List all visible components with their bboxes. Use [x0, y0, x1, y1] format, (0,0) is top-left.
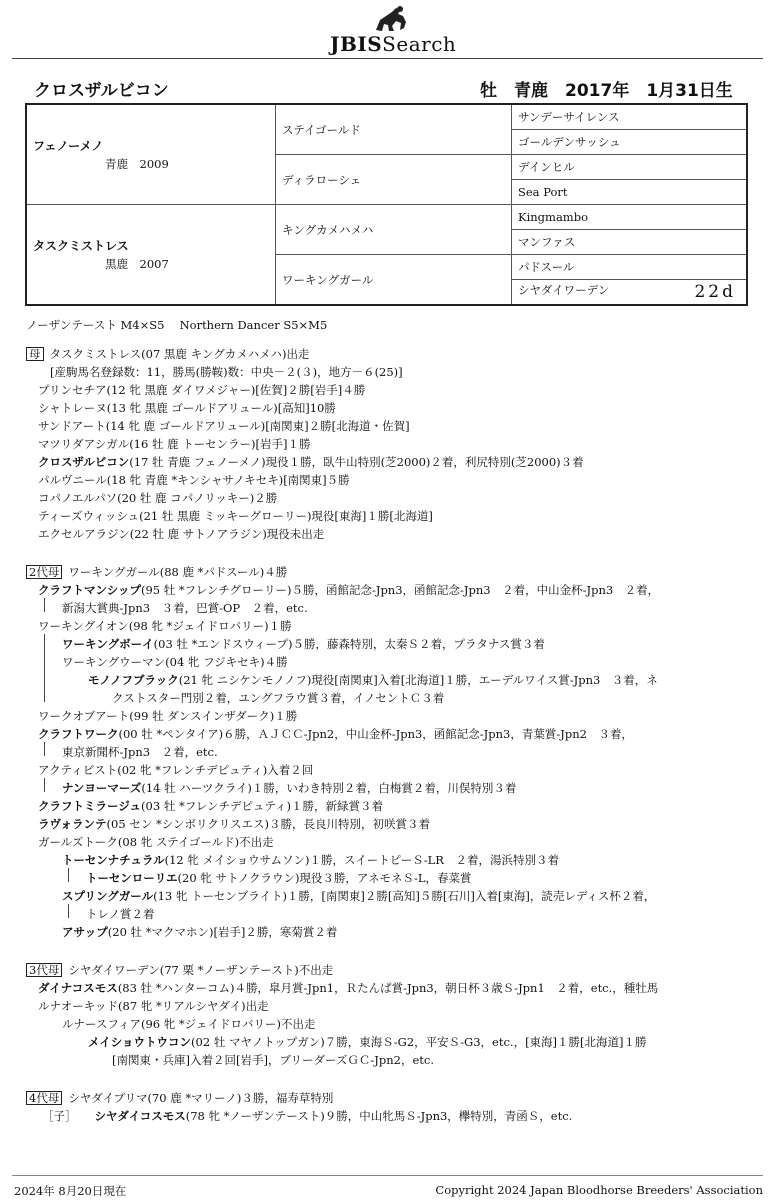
- list-item: クロスザルビコン(17 牡 青鹿 フェノーメノ)現役１勝，臥牛山特別(芝2000)２着，利尻特別(芝2000)３着: [38, 455, 584, 469]
- dam-sire[interactable]: キングカメハメハ: [276, 205, 512, 255]
- list-item: モノノフブラック(21 牝 ニシケンモノノフ)現役[南関東]入着[北海道]１勝，エーデルワイス賞-Jpn3 ３着，ネ: [88, 673, 658, 687]
- family-count: 22d: [694, 282, 736, 302]
- dam-cell: [26, 205, 276, 306]
- dam-produce-stats: [産駒馬名登録数：11，勝馬(勝鞍)数：中央－２(３)，地方－６(25)]: [50, 365, 403, 379]
- list-item: ダイナコスモス(83 牡 *ハンターコム)４勝，皐月賞-Jpn1，Ｒたんぱ賞-Jpn3，朝日杯３歳Ｓ-Jpn1 ２着，etc.，種牡馬: [38, 981, 659, 995]
- dam-detail: 黒鹿 2007: [105, 257, 169, 271]
- list-item: スプリングガール(13 牝 トーセンブライト)１勝，[南関東]２勝[高知]５勝[石川]入着[東海]，読売レディス杯２着，: [62, 889, 656, 903]
- generation-badge: 4代母: [26, 1091, 62, 1105]
- list-item: アサップ(20 牡 *マクマホン)[岩手]２勝，寒菊賞２着: [62, 925, 338, 939]
- jbis-logo[interactable]: [322, 6, 462, 54]
- indent-bar: [68, 904, 69, 918]
- list-item: メイショウトウコン(02 牡 マヤノトップガン)７勝，東海Ｓ-G2，平安Ｓ-G3，etc.，[東海]１勝[北海道]１勝: [88, 1035, 647, 1049]
- g3-5[interactable]: Kingmambo: [512, 205, 748, 230]
- horse-name: クロスザルビコン: [34, 81, 169, 101]
- list-item: シャトレーヌ(13 牝 黒鹿 ゴールドアリュール)[高知]10勝: [38, 401, 336, 415]
- footer-rule: [12, 1175, 763, 1176]
- list-item: プリンセチア(12 牝 黒鹿 ダイワメジャー)[佐賀]２勝[岩手]４勝: [38, 383, 366, 397]
- sire-dam[interactable]: ディラローシェ: [276, 155, 512, 205]
- inbreeding-text: ノーザンテースト M4×S5 Northern Dancer S5×M5: [26, 318, 328, 332]
- g3-8-cell: [512, 280, 748, 306]
- indent-bar: [44, 634, 45, 702]
- header-rule: [12, 58, 763, 59]
- list-item-cont: [南関東・兵庫]入着２回[岩手]，ブリーダーズＧＣ-Jpn2，etc.: [112, 1053, 435, 1067]
- g3-7[interactable]: パドスール: [512, 255, 748, 280]
- g3-8[interactable]: シヤダイワーデン: [518, 283, 610, 297]
- horse-info: 牡 青鹿 2017年 1月31日生: [480, 81, 733, 101]
- list-item: ルナオーキッド(87 牝 *リアルシヤダイ)出走: [38, 999, 269, 1013]
- sire-name[interactable]: フェノーメノ: [33, 139, 104, 153]
- fourth-dam-heading: 4代母 シヤダイプリマ(70 鹿 *マリーノ)３勝，福寿草特別: [26, 1091, 333, 1105]
- g3-1[interactable]: サンデーサイレンス: [512, 104, 748, 130]
- pedigree-table: [25, 103, 748, 306]
- list-item: エクセルアラジン(22 牡 鹿 サトノアラジン)現役未出走: [38, 527, 325, 541]
- generation-badge: 2代母: [26, 565, 62, 579]
- sire-cell: [26, 104, 276, 205]
- third-dam-heading: 3代母 シヤダイワーデン(77 栗 *ノーザンテースト)不出走: [26, 963, 333, 977]
- dam-dam[interactable]: ワーキングガール: [276, 255, 512, 306]
- list-item-cont: 東京新聞杯-Jpn3 ２着，etc.: [62, 745, 218, 759]
- footer-copyright: Copyright 2024 Japan Bloodhorse Breeders' Association: [435, 1183, 763, 1197]
- list-item: ［子］ シヤダイコスモス(78 牝 *ノーザンテースト)９勝，中山牝馬Ｓ-Jpn3，欅特別，青函Ｓ，etc.: [42, 1109, 573, 1123]
- indent-bar: [44, 742, 45, 756]
- list-item: トーセンナチュラル(12 牝 メイショウサムソン)１勝，スイートピーＳ-LR ２着，湯浜特別３着: [62, 853, 559, 867]
- list-item-cont: 新潟大賞典-Jpn3 ３着，巴賞-OP ２着，etc.: [62, 601, 308, 615]
- generation-badge: 母: [26, 347, 44, 361]
- generation-badge: 3代母: [26, 963, 62, 977]
- sire-detail: 青鹿 2009: [105, 157, 169, 171]
- list-item-cont: クストスター門別２着，ユングフラウ賞３着，イノセントＣ３着: [112, 691, 445, 705]
- list-item: ワーキングボーイ(03 牡 *エンドスウィープ)５勝，藤森特別，太秦Ｓ２着，プラタナス賞３着: [62, 637, 545, 651]
- list-item: クラフトミラージュ(03 牡 *フレンチデピュティ)１勝，新緑賞３着: [38, 799, 384, 813]
- list-item: パルヴニール(18 牝 青鹿 *キンシャサノキセキ)[南関東]５勝: [38, 473, 350, 487]
- list-item: ワークオブアート(99 牡 ダンスインザダーク)１勝: [38, 709, 298, 723]
- g3-4[interactable]: Sea Port: [512, 180, 748, 205]
- sire-sire[interactable]: ステイゴールド: [276, 104, 512, 155]
- list-item-cont: トレノ賞２着: [86, 907, 155, 921]
- list-item: ティーズウィッシュ(21 牡 黒鹿 ミッキーグローリー)現役[東海]１勝[北海道]: [38, 509, 433, 523]
- list-item: アクティビスト(02 牝 *フレンチデピュティ)入着２回: [38, 763, 314, 777]
- list-item: クラフトワーク(00 牡 *ペンタイア)６勝，ＡＪＣＣ-Jpn2，中山金杯-Jpn3，函館記念-Jpn3，青葉賞-Jpn2 ３着，: [38, 727, 633, 741]
- list-item: ガールズトーク(08 牝 ステイゴールド)不出走: [38, 835, 274, 849]
- list-item: クラフトマンシップ(95 牡 *フレンチグローリー)５勝，函館記念-Jpn3，函館記念-Jpn3 ２着，中山金杯-Jpn3 ２着，: [38, 583, 660, 597]
- indent-bar: [68, 868, 69, 882]
- g3-2[interactable]: ゴールデンサッシュ: [512, 130, 748, 155]
- list-item: ナンヨーマーズ(14 牡 ハーツクライ)１勝，いわき特別２着，白梅賞２着，川俣特別３着: [62, 781, 517, 795]
- second-dam-heading: 2代母 ワーキングガール(88 鹿 *パドスール)４勝: [26, 565, 287, 579]
- highlight-horse[interactable]: クロスザルビコン: [38, 455, 130, 469]
- dam-heading: 母 タスクミストレス(07 黒鹿 キングカメハメハ)出走: [26, 347, 310, 361]
- footer-date: 2024年 8月20日現在: [14, 1184, 127, 1198]
- logo-text: JBISSearch: [330, 32, 457, 56]
- list-item: ワーキングイオン(98 牝 *ジェイドロバリー)１勝: [38, 619, 292, 633]
- g3-3[interactable]: デインヒル: [512, 155, 748, 180]
- dam-name[interactable]: タスクミストレス: [33, 239, 129, 253]
- g3-6[interactable]: マンファス: [512, 230, 748, 255]
- list-item: トーセンローリエ(20 牝 サトノクラウン)現役３勝，アネモネＳ-L，春菜賞: [86, 871, 472, 885]
- indent-bar: [44, 598, 45, 612]
- list-item: ルナースフィア(96 牝 *ジェイドロバリー)不出走: [62, 1017, 316, 1031]
- list-item: ラヴォランテ(05 セン *シンボリクリスエス)３勝，長良川特別，初咲賞３着: [38, 817, 430, 831]
- indent-bar: [44, 778, 45, 792]
- horse-jockey-icon: [370, 6, 414, 32]
- list-item: サンドアート(14 牝 鹿 ゴールドアリュール)[南関東]２勝[北海道・佐賀]: [38, 419, 410, 433]
- list-item: コパノエルパソ(20 牡 鹿 コパノリッキー)２勝: [38, 491, 278, 505]
- list-item: ワーキングウーマン(04 牝 フジキセキ)４勝: [62, 655, 288, 669]
- list-item: マツリダアシガル(16 牡 鹿 トーセンラー)[岩手]１勝: [38, 437, 311, 451]
